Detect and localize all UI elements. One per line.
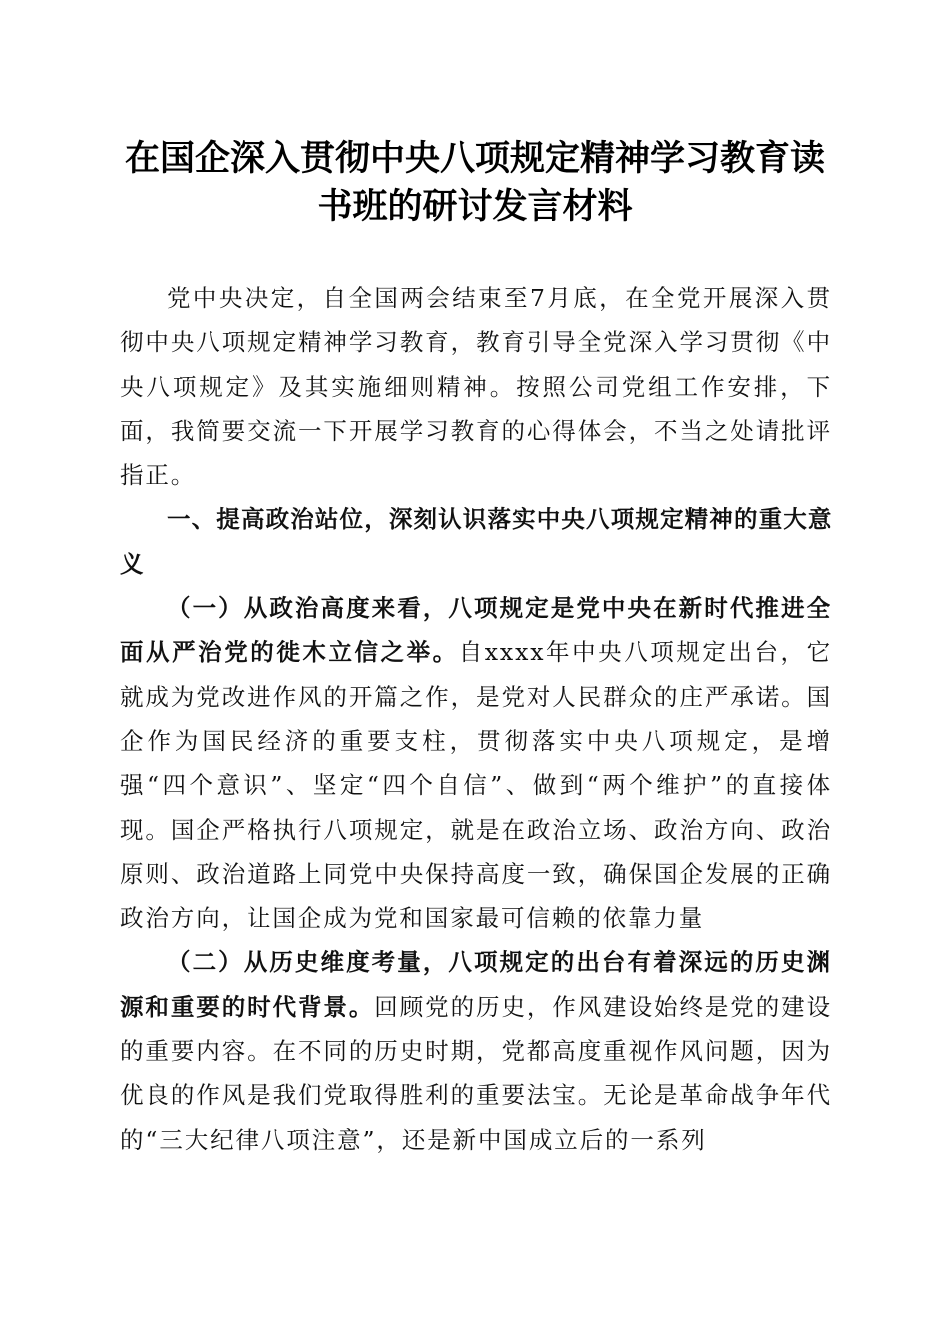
section-heading-1: 一、提高政治站位，深刻认识落实中央八项规定精神的重大意义: [120, 505, 832, 578]
document-body: [120, 276, 832, 1162]
point-paragraph-1: [120, 586, 832, 940]
document-title: 在国企深入贯彻中央八项规定精神学习教育读书班的研讨发言材料: [124, 138, 825, 227]
point-2-lead: （二）从历史维度考量，八项规定的出台有着深远的历史渊源和重要的时代背景。: [120, 948, 832, 1021]
point-paragraph-2: [120, 940, 832, 1161]
point-1-lead: （一）从政治高度来看，八项规定是党中央在新时代推进全面从严治党的徙木立信之举。: [120, 594, 832, 667]
point-1-body: 自xxxx年中央八项规定出台，它就成为党改进作风的开篇之作，是党对人民群众的庄严承诺。国企作为国民经济的重要支柱，贯彻落实中央八项规定，是增强“四个意识”、坚定“四个自信”、做到“两个维护”的直接体现。国企严格执行八项规定，就是在政治立场、政治方向、政治原则、政治道路上同党中央保持高度一致，确保国企发展的正确政治方向，让国企成为党和国家最可信赖的依靠力量: [120, 638, 832, 933]
intro-paragraph: 党中央决定，自全国两会结束至7月底，在全党开展深入贯彻中央八项规定精神学习教育，教育引导全党深入学习贯彻《中央八项规定》及其实施细则精神。按照公司党组工作安排，下面，我简要交流一下开展学习教育的心得体会，不当之处请批评指正。: [120, 284, 832, 490]
point-2-body: 回顾党的历史，作风建设始终是党的建设的重要内容。在不同的历史时期，党都高度重视作风问题，因为优良的作风是我们党取得胜利的重要法宝。无论是革命战争年代的“三大纪律八项注意”，还是新中国成立后的一系列: [120, 992, 832, 1154]
